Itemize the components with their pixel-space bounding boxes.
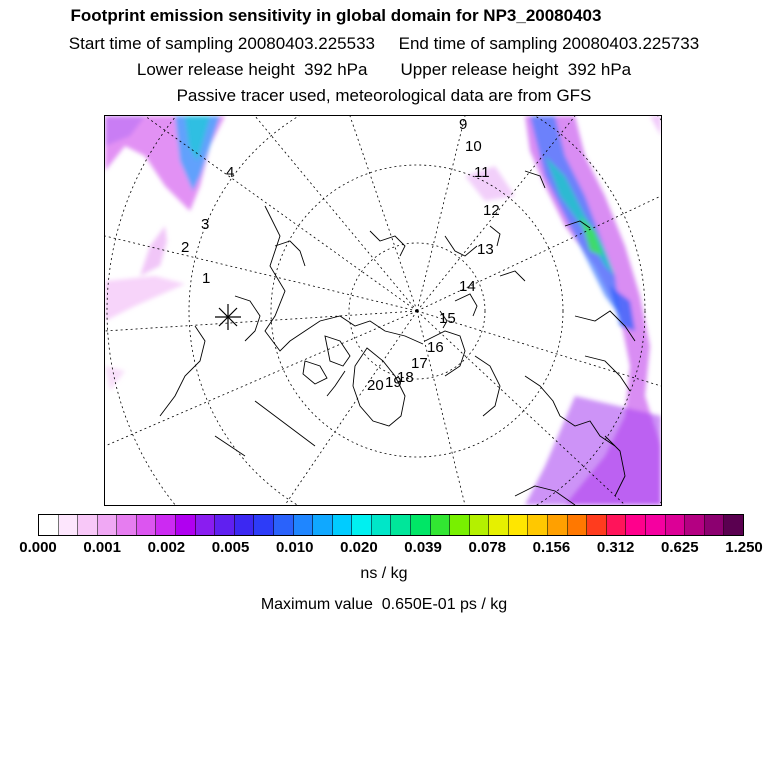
maximum-value-text: Maximum value 0.650E-01 ps / kg <box>260 596 508 613</box>
day-label: 11 <box>474 164 490 181</box>
day-label: 10 <box>465 138 482 155</box>
colorbar-cell <box>98 515 118 535</box>
day-label: 2 <box>181 239 190 256</box>
colorbar-tick-label: 0.010 <box>275 539 314 556</box>
colorbar-tick-label: 0.156 <box>532 539 571 556</box>
colorbar-cell <box>450 515 470 535</box>
colorbar-cell <box>626 515 646 535</box>
day-label: 19 <box>385 374 402 391</box>
colorbar-cell <box>235 515 255 535</box>
colorbar-cell <box>372 515 392 535</box>
colorbar-cell <box>568 515 588 535</box>
colorbar-cell <box>59 515 79 535</box>
colorbar-cell <box>509 515 529 535</box>
day-label: 17 <box>411 355 428 372</box>
colorbar-cell <box>274 515 294 535</box>
tracer-info-line: Passive tracer used, meteorological data are from GFS <box>176 86 592 105</box>
colorbar-cell <box>78 515 98 535</box>
colorbar-cell <box>156 515 176 535</box>
colorbar-cell <box>587 515 607 535</box>
day-label: 9 <box>459 116 468 133</box>
colorbar-tick-label: 0.039 <box>404 539 442 556</box>
colorbar-cell <box>489 515 509 535</box>
colorbar-tick-label: 0.312 <box>596 539 635 556</box>
day-label: 4 <box>226 164 235 181</box>
colorbar-cell <box>137 515 157 535</box>
plume-upper-left <box>105 116 225 391</box>
colorbar-cell <box>39 515 59 535</box>
colorbar-cell <box>705 515 725 535</box>
colorbar-tick-label: 0.000 <box>19 539 57 556</box>
day-label: 13 <box>477 241 494 258</box>
colorbar-cell <box>352 515 372 535</box>
colorbar-cell <box>666 515 686 535</box>
colorbar-cell <box>528 515 548 535</box>
colorbar-cell <box>685 515 705 535</box>
colorbar-cell <box>176 515 196 535</box>
colorbar-tick-label: 0.001 <box>83 539 121 556</box>
colorbar-cell <box>254 515 274 535</box>
colorbar-units: ns / kg <box>360 565 408 582</box>
release-height-line: Lower release height 392 hPa Upper release height 392 hPa <box>136 60 632 79</box>
colorbar-tick-label: 1.250 <box>725 539 763 556</box>
footprint-map <box>104 115 662 506</box>
colorbar-cell <box>411 515 431 535</box>
day-label: 12 <box>483 202 500 219</box>
colorbar-tick-label: 0.020 <box>340 539 378 556</box>
colorbar-tick-labels <box>0 539 768 559</box>
colorbar-tick-label: 0.625 <box>661 539 699 556</box>
colorbar-cell <box>117 515 137 535</box>
day-label: 1 <box>202 270 211 287</box>
release-location-marker <box>215 304 241 330</box>
colorbar-tick-label: 0.002 <box>147 539 186 556</box>
day-label: 3 <box>201 216 210 233</box>
colorbar-cell <box>196 515 216 535</box>
plot-title: Footprint emission sensitivity in global domain for NP3_20080403 <box>70 6 602 25</box>
colorbar-cell <box>313 515 333 535</box>
day-label: 20 <box>367 377 384 394</box>
day-label: 18 <box>397 369 414 386</box>
colorbar <box>38 514 744 536</box>
colorbar-cell <box>215 515 235 535</box>
sampling-time-line: Start time of sampling 20080403.225533 End time of sampling 20080403.225733 <box>68 34 700 53</box>
colorbar-cell <box>548 515 568 535</box>
day-label: 14 <box>459 278 476 295</box>
day-labels <box>181 116 500 394</box>
colorbar-tick-label: 0.078 <box>468 539 507 556</box>
colorbar-tick-label: 0.005 <box>211 539 250 556</box>
colorbar-cell <box>431 515 451 535</box>
colorbar-cell <box>607 515 627 535</box>
day-label: 15 <box>439 310 456 327</box>
colorbar-cell <box>294 515 314 535</box>
day-label: 16 <box>427 339 444 356</box>
colorbar-cell <box>470 515 490 535</box>
colorbar-cell <box>391 515 411 535</box>
colorbar-cell <box>333 515 353 535</box>
map-canvas <box>105 116 661 505</box>
colorbar-cell <box>646 515 666 535</box>
colorbar-cell <box>724 515 743 535</box>
